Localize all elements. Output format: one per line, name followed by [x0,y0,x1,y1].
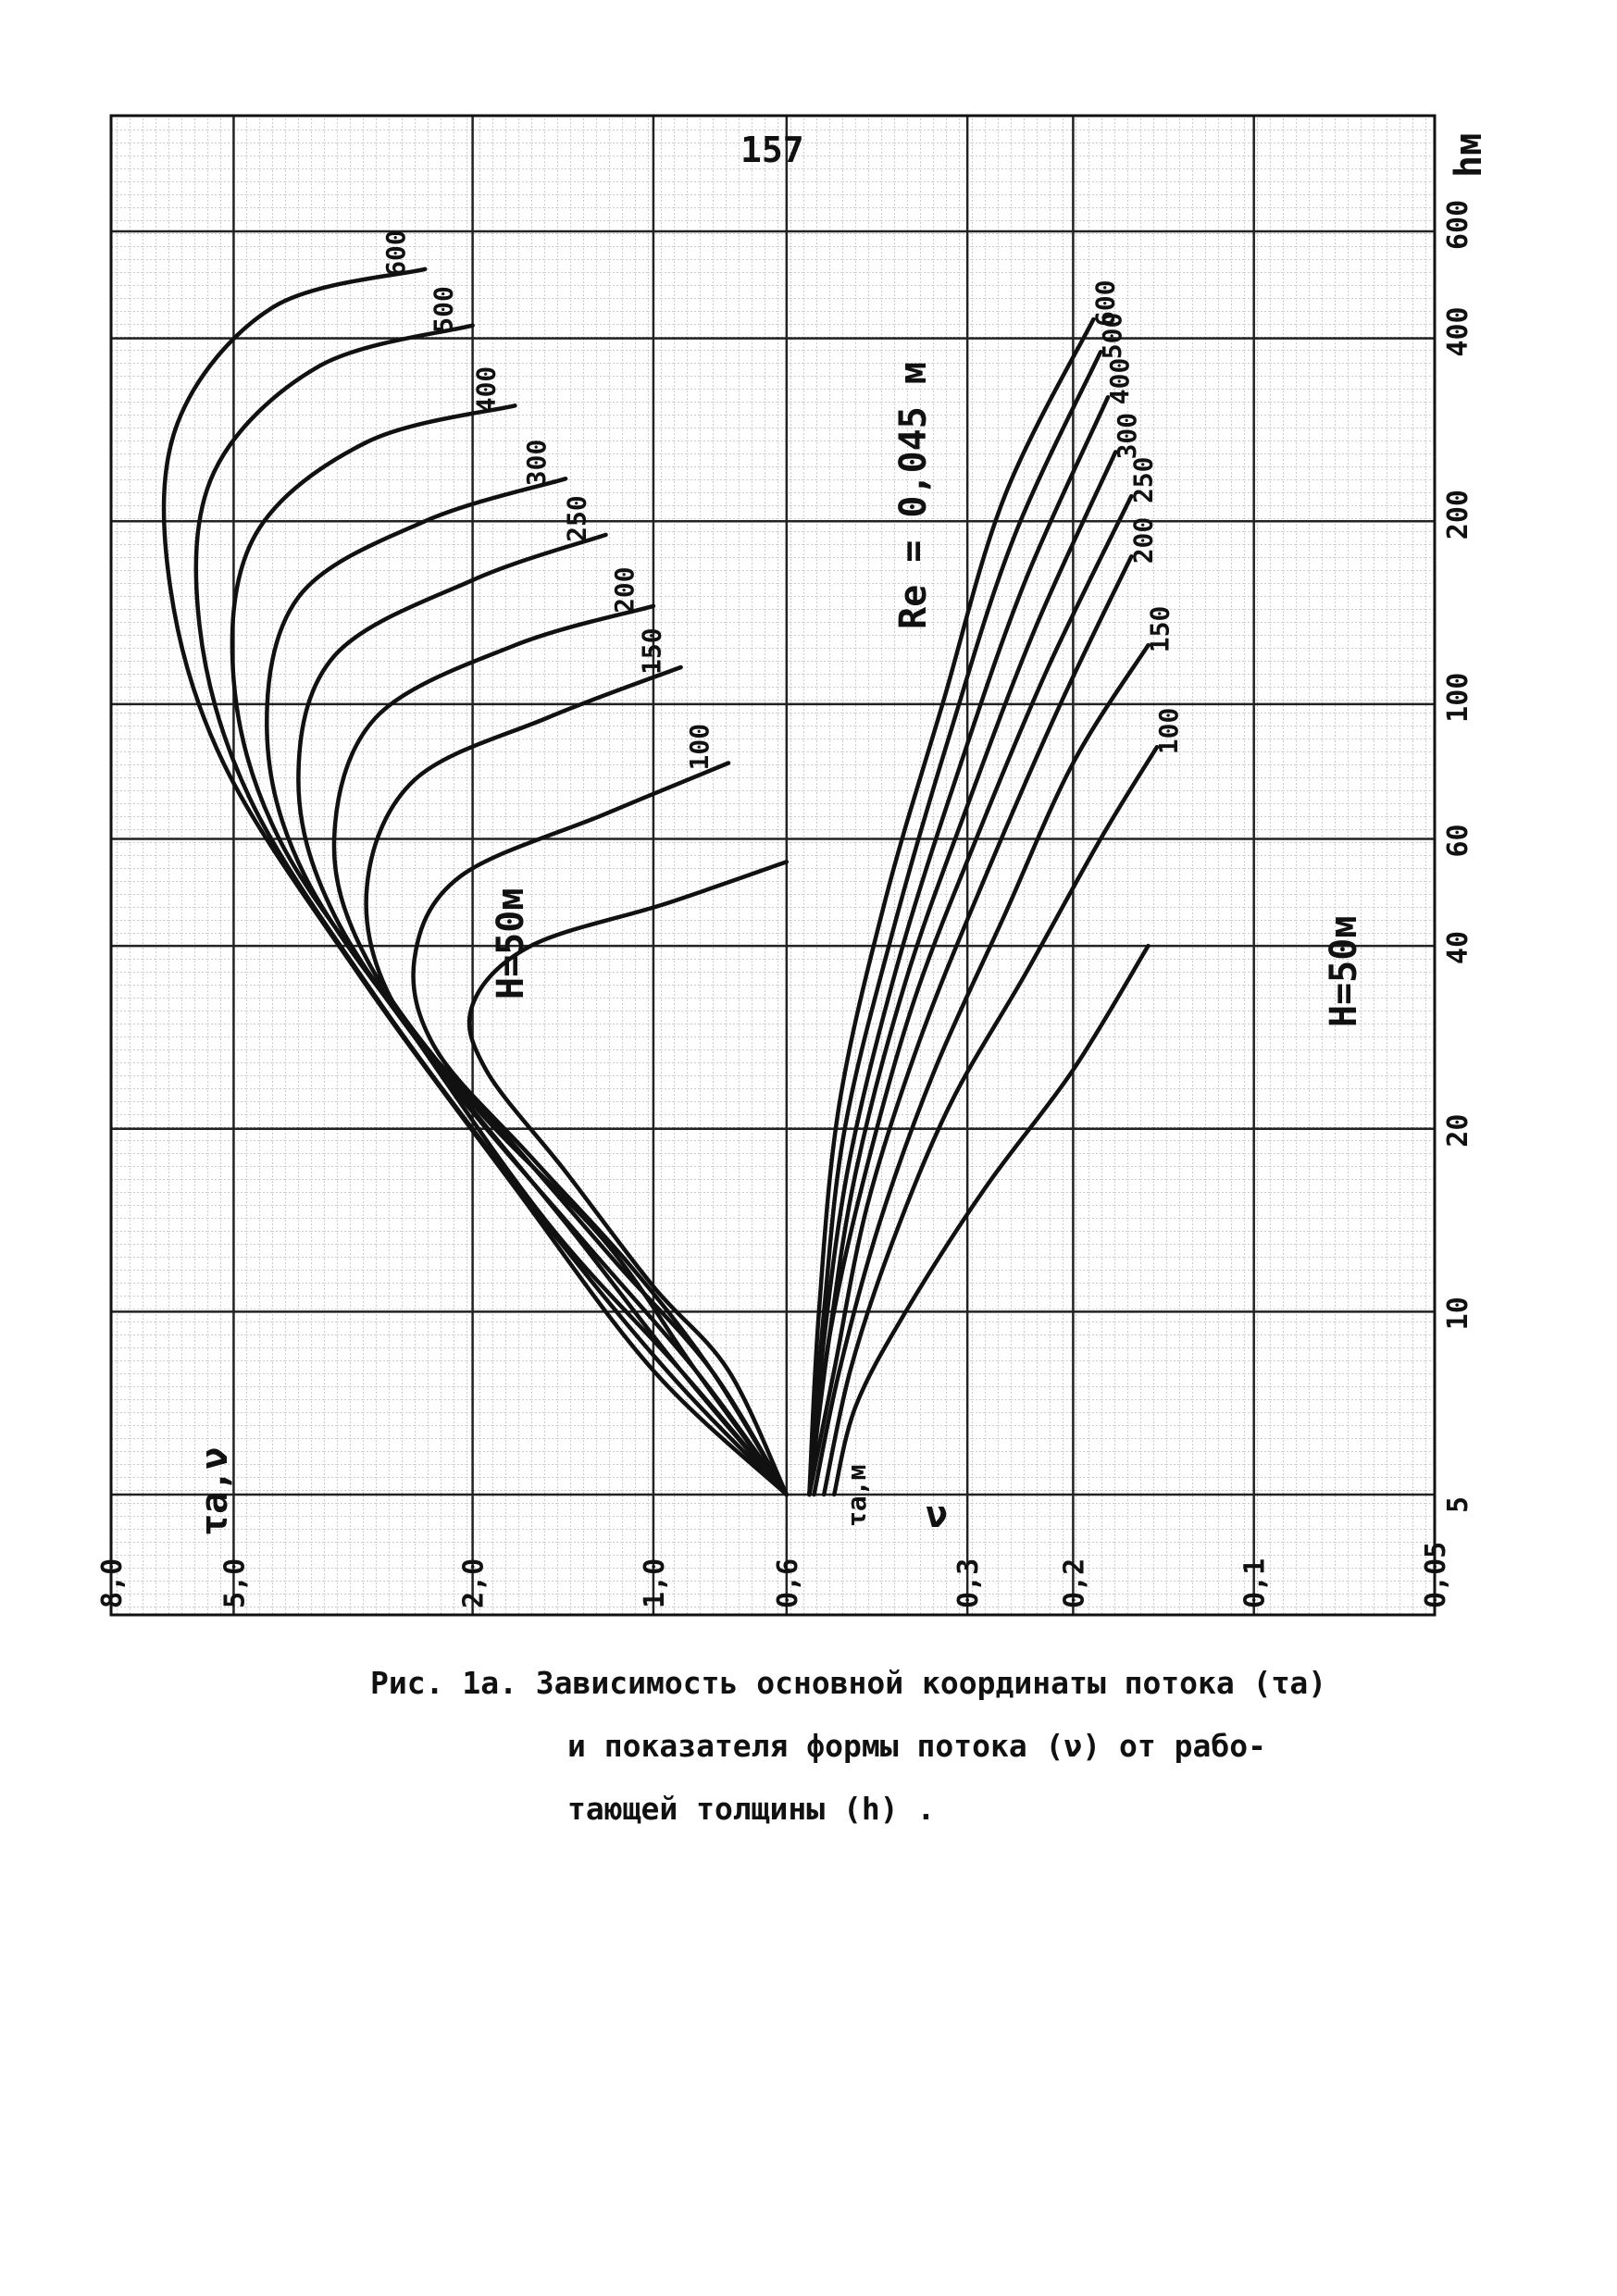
page-number: 157 [740,130,804,170]
caption-line-3: тающей толщины (h) . [567,1791,936,1827]
nu-curve-label-8: 600 [1089,279,1121,327]
tau-curve-label-5: 300 [521,439,553,487]
y-tick-label-8: 600 [1442,199,1474,250]
y-tick-label-1: 10 [1442,1297,1474,1331]
x-tick-label-6: 0,2 [1058,1558,1091,1608]
x-tick-label-3: 1,0 [638,1558,671,1608]
tau-curve-label-4: 250 [561,495,592,542]
y-axis-label: hм [1448,132,1490,178]
nu-curve-label-4: 250 [1127,456,1159,504]
y-tick-label-4: 60 [1442,824,1474,858]
nu-curve-label-6: 400 [1104,357,1136,405]
y-tick-label-7: 400 [1442,306,1474,357]
tau-curve-label-2: 150 [636,627,667,676]
y-tick-label-6: 200 [1442,490,1474,540]
x-tick-label-7: 0,1 [1238,1558,1272,1608]
nu-curve-label-2: 150 [1144,605,1175,653]
y-tick-label-2: 20 [1442,1113,1474,1148]
tau-curve-label-1: 100 [683,723,715,771]
x-tick-label-5: 0,3 [952,1558,986,1608]
nu-curve-label-1: 100 [1153,707,1185,755]
x-tick-label-1: 5,0 [218,1558,252,1608]
x-axis-label: τa,ν [193,1446,236,1536]
tau-curve-label-8: 600 [380,230,412,277]
x-tick-label-2: 2,0 [457,1558,491,1608]
figure-caption [370,1652,1573,1841]
x-tick-label-4: 0,6 [771,1558,804,1608]
tau-axis-mark: τa,м [841,1464,872,1527]
nu-curve-label-5: 300 [1112,412,1143,460]
caption-line-1: Рис. 1а. Зависимость основной координаты потока (τa) [370,1665,1327,1701]
tau-curve-label-3: 200 [608,566,640,614]
nu-axis-mark: ν [926,1494,949,1536]
caption-line-2: и показателя формы потока (ν) от рабо- [567,1728,1266,1764]
y-tick-label-3: 40 [1442,930,1474,965]
x-tick-label-8: 0,05 [1420,1541,1452,1608]
y-tick-label-5: 100 [1442,672,1474,723]
y-axis-ticks [1442,200,1474,1513]
annotation-re: Re = 0,045 м [892,362,935,629]
x-tick-label-0: 8,0 [96,1558,129,1608]
y-tick-label-0: 5 [1442,1496,1474,1513]
nu-curve-label-3: 200 [1127,516,1159,565]
tau-curve-label-7: 500 [428,286,459,333]
nu-curve-label-7: 500 [1097,312,1128,360]
tau-curve-label-6: 400 [470,366,502,414]
nu-h50-label: H=50м [1323,915,1365,1027]
tau-h50-label: H=50м [490,887,532,999]
